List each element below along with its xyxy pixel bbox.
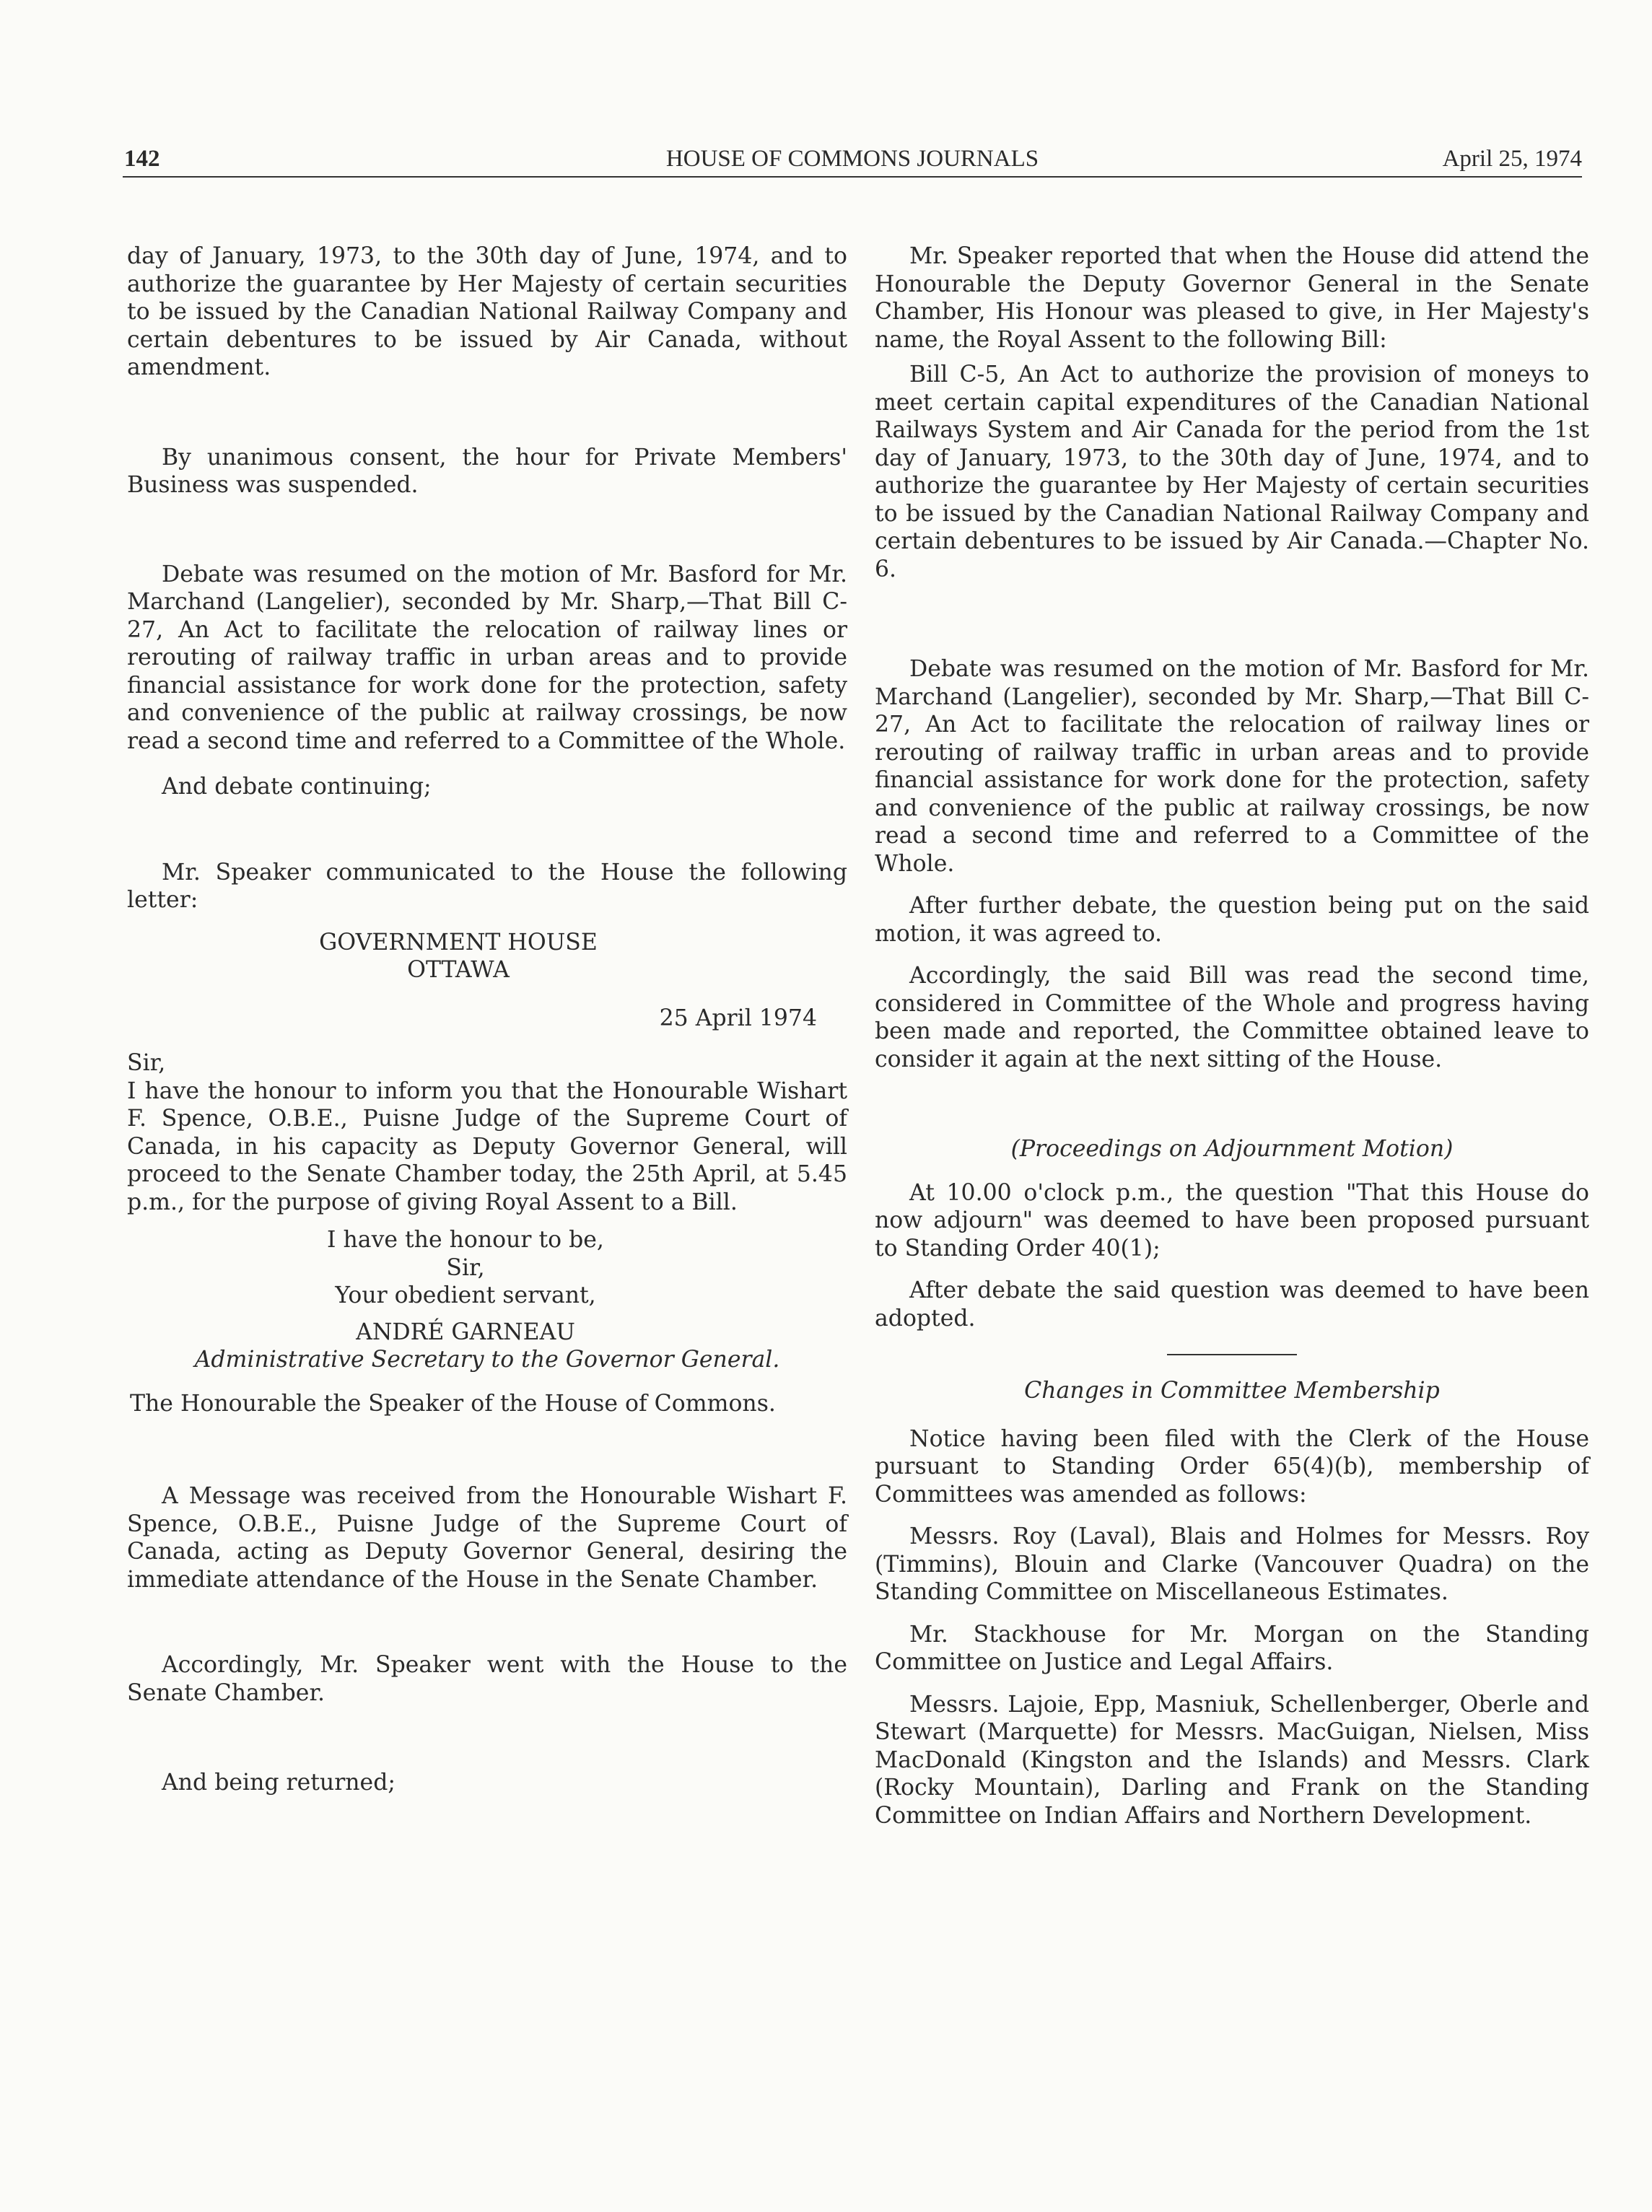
paragraph: A Message was received from the Honourable Wishart F. Spence, O.B.E., Puisne Judge of the Supreme Court of Canada, acting as Deputy Governor General, desiring the immediate attendance of the House in the Senate Chamber. xyxy=(127,1483,847,1593)
paragraph: Messrs. Lajoie, Epp, Masniuk, Schellenberger, Oberle and Stewart (Marquette) for Messrs. MacGuigan, Nielsen, Miss MacDonald (Kingston and the Islands) and Messrs. Clark (Rocky Mountain), Darling and Frank on the Standing Committee on Indian Affairs and Northern Development. xyxy=(875,1691,1589,1829)
letter-body: I have the honour to inform you that the Honourable Wishart F. Spence, O.B.E., Puisne Judge of the Supreme Court of Canada, in his capacity as Deputy Governor General, will proceed to the Senate Chamber today, the 25th April, at 5.45 p.m., for the purpose of giving Royal Assent to a Bill. xyxy=(127,1077,847,1215)
paragraph: Notice having been filed with the Clerk of the House pursuant to Standing Order 65(4)(b), membership of Committees was amended as follows: xyxy=(875,1425,1589,1508)
paragraph: At 10.00 o'clock p.m., the question "That this House do now adjourn" was deemed to have been proposed pursuant to Standing Order 40(1); xyxy=(875,1179,1589,1262)
letter-signature: ANDRÉ GARNEAU xyxy=(356,1319,575,1345)
paragraph: Mr. Stackhouse for Mr. Morgan on the Standing Committee on Justice and Legal Affairs. xyxy=(875,1621,1589,1675)
right-column xyxy=(875,242,1589,1830)
paragraph: Debate was resumed on the motion of Mr. Basford for Mr. Marchand (Langelier), seconded by Mr. Sharp,—That Bill C-27, An Act to facilitate the relocation of railway lines or rerouting of railway traffic in urban areas and to provide financial assistance for work done for the protection, safety and convenience of the public at railway crossings, be now read a second time and referred to a Committee of the Whole. xyxy=(127,561,847,754)
paragraph: day of January, 1973, to the 30th day of June, 1974, and to authorize the guarantee by Her Majesty of certain securities to be issued by the Canadian National Railway Company and certain debentures to be issued by Air Canada, without amendment. xyxy=(127,243,847,380)
paragraph: Accordingly, the said Bill was read the second time, considered in Committee of the Whole and progress having been made and reported, the Committee obtained leave to consider it again at the next sitting of the House. xyxy=(875,963,1589,1072)
paragraph: After further debate, the question being put on the said motion, it was agreed to. xyxy=(875,893,1589,947)
paragraph: And debate continuing; xyxy=(162,774,432,800)
paragraph: Accordingly, Mr. Speaker went with the House to the Senate Chamber. xyxy=(127,1652,847,1706)
letter-addressee: The Honourable the Speaker of the House of Commons. xyxy=(130,1390,776,1417)
letter-closing: Sir, xyxy=(446,1254,485,1281)
letter-heading: GOVERNMENT HOUSE xyxy=(319,929,598,956)
header-date: April 25, 1974 xyxy=(1442,146,1582,172)
letter-signature-title: Administrative Secretary to the Governor General. xyxy=(194,1347,780,1373)
paragraph: And being returned; xyxy=(162,1770,395,1796)
letter-date: 25 April 1974 xyxy=(659,1005,817,1031)
section-heading: Changes in Committee Membership xyxy=(1024,1378,1440,1404)
paragraph: Bill C-5, An Act to authorize the provision of moneys to meet certain capital expenditures of the Canadian National Railways System and Air Canada for the period from the 1st day of January, 1973, to the 30th day of June, 1974, and to authorize the guarantee by Her Majesty of certain securities to be issued by the Canadian National Railway Company and certain debentures to be issued by Air Canada.—Chapter No. 6. xyxy=(875,362,1589,582)
letter-salutation: Sir, xyxy=(127,1050,166,1076)
running-header xyxy=(123,141,1582,178)
section-heading: (Proceedings on Adjournment Motion) xyxy=(1010,1136,1454,1162)
journal-title: HOUSE OF COMMONS JOURNALS xyxy=(665,146,1039,172)
paragraph: By unanimous consent, the hour for Private Members' Business was suspended. xyxy=(127,444,847,498)
letter-closing: I have the honour to be, xyxy=(327,1227,604,1253)
paragraph: Messrs. Roy (Laval), Blais and Holmes for Messrs. Roy (Timmins), Blouin and Clarke (Vancouver Quadra) on the Standing Committee on Miscellaneous Estimates. xyxy=(875,1524,1589,1605)
left-column xyxy=(127,242,847,1797)
paragraph: After debate the said question was deemed to have been adopted. xyxy=(875,1277,1589,1332)
page-number: 142 xyxy=(124,146,160,172)
paragraph: Mr. Speaker communicated to the House the following letter: xyxy=(127,859,847,913)
letter-heading: OTTAWA xyxy=(407,957,510,983)
paragraph: Debate was resumed on the motion of Mr. Basford for Mr. Marchand (Langelier), seconded by Mr. Sharp,—That Bill C-27, An Act to facilitate the relocation of railway lines or rerouting of railway traffic in urban areas and to provide financial assistance for work done for the protection, safety and convenience of the public at railway crossings, be now read a second time and referred to a Committee of the Whole. xyxy=(875,656,1589,877)
letter-closing: Your obedient servant, xyxy=(335,1282,596,1308)
paragraph: Mr. Speaker reported that when the House did attend the Honourable the Deputy Governor General in the Senate Chamber, His Honour was pleased to give, in Her Majesty's name, the Royal Assent to the following Bill: xyxy=(875,243,1589,353)
